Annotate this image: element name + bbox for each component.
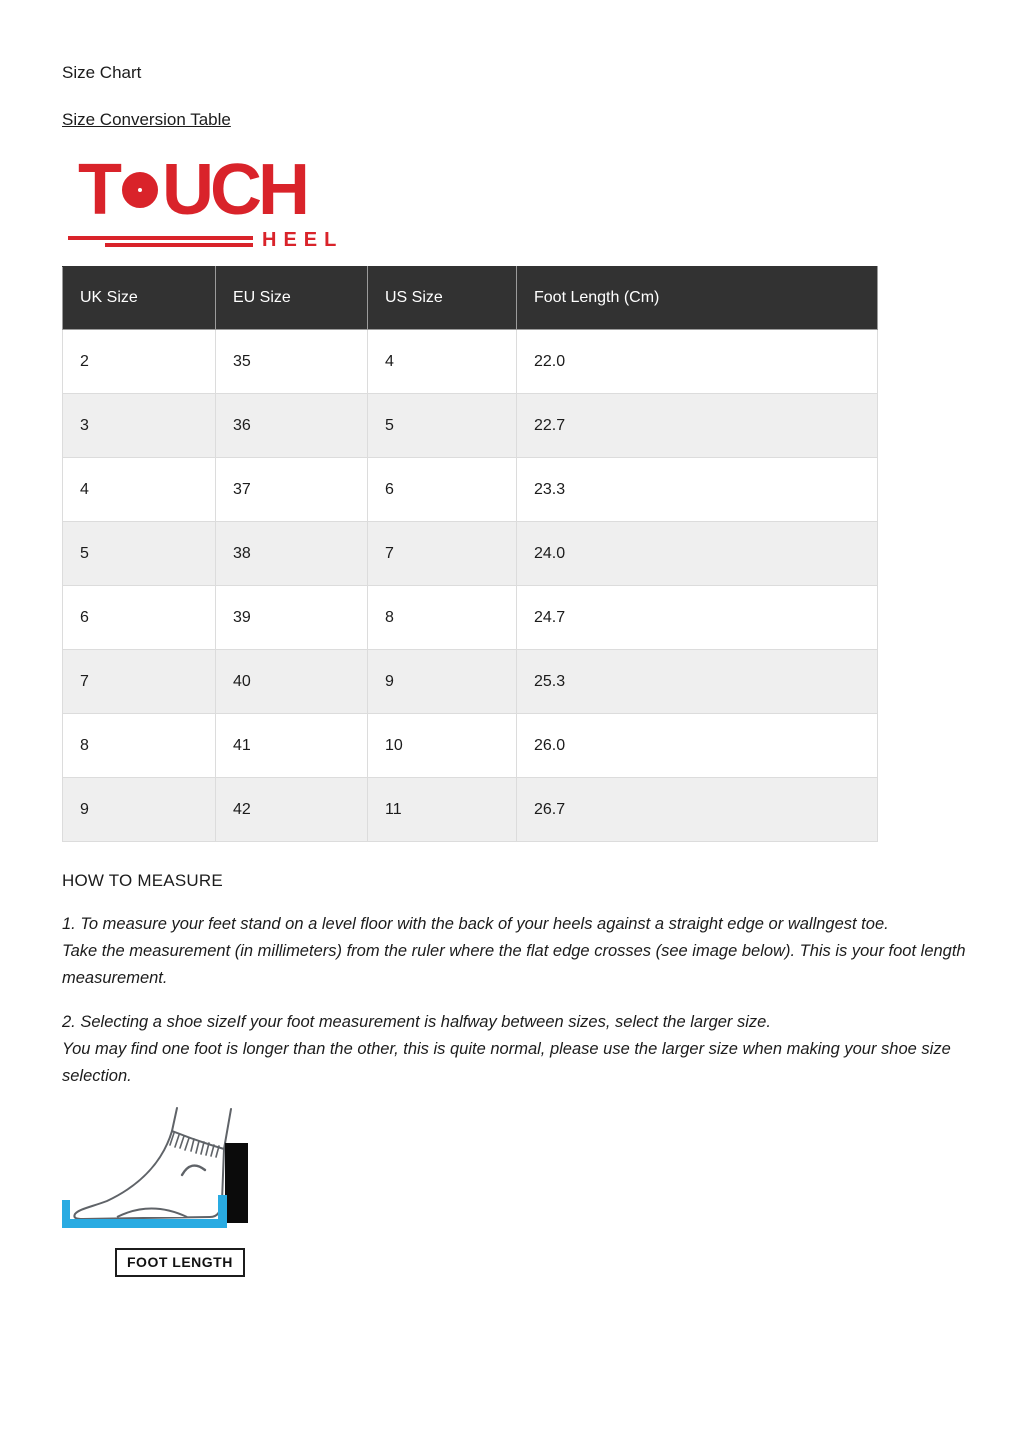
step2-line1: 2. Selecting a shoe sizeIf your foot measurement is halfway between sizes, select the larger size. [62, 1013, 771, 1031]
cell-footlength: 22.7 [517, 394, 878, 458]
cell-uk: 3 [63, 394, 216, 458]
cell-us: 9 [368, 650, 517, 714]
measure-step-2 [62, 1009, 1000, 1090]
cell-us: 4 [368, 330, 517, 394]
foot-length-label-box [115, 1248, 245, 1277]
cell-eu: 42 [216, 778, 368, 842]
table-header-row [63, 267, 878, 330]
cell-eu: 39 [216, 586, 368, 650]
cell-uk: 7 [63, 650, 216, 714]
cell-uk: 5 [63, 522, 216, 586]
cell-footlength: 22.0 [517, 330, 878, 394]
table-row [63, 714, 878, 778]
cell-us: 7 [368, 522, 517, 586]
cell-uk: 9 [63, 778, 216, 842]
cell-us: 6 [368, 458, 517, 522]
cell-footlength: 25.3 [517, 650, 878, 714]
cell-footlength: 26.0 [517, 714, 878, 778]
foot-length-label: FOOT LENGTH [127, 1254, 233, 1270]
cell-eu: 38 [216, 522, 368, 586]
col-header-us-size: US Size [368, 267, 517, 330]
logo-letters-uch: UCH [161, 150, 306, 230]
logo-wordmark [78, 150, 348, 230]
size-conversion-table [62, 266, 878, 842]
table-row [63, 650, 878, 714]
cell-eu: 36 [216, 394, 368, 458]
table-row [63, 586, 878, 650]
table-row [63, 778, 878, 842]
cell-eu: 40 [216, 650, 368, 714]
col-header-uk-size: UK Size [63, 267, 216, 330]
col-header-foot-length: Foot Length (Cm) [517, 267, 878, 330]
col-header-eu-size: EU Size [216, 267, 368, 330]
table-row [63, 330, 878, 394]
logo-o-ring-icon [122, 172, 158, 208]
step2-rest: You may find one foot is longer than the other, this is quite normal, please use the larger size when making your shoe size selection. [62, 1040, 951, 1085]
heel-wall-block [225, 1143, 248, 1223]
cell-us: 5 [368, 394, 517, 458]
cell-footlength: 26.7 [517, 778, 878, 842]
cell-us: 11 [368, 778, 517, 842]
step1-rest: Take the measurement (in millimeters) from the ruler where the flat edge crosses (see image below). This is your foot length measurement. [62, 942, 966, 987]
cell-eu: 35 [216, 330, 368, 394]
cell-footlength: 24.7 [517, 586, 878, 650]
logo-letter-t: T [78, 150, 118, 230]
cell-footlength: 24.0 [517, 522, 878, 586]
cell-uk: 8 [63, 714, 216, 778]
step1-line1: 1. To measure your feet stand on a level floor with the back of your heels against a straight edge or wallngest toe. [62, 915, 889, 933]
logo-rule-bottom [105, 243, 253, 247]
measure-step-1 [62, 911, 1000, 992]
cell-footlength: 23.3 [517, 458, 878, 522]
table-row [63, 458, 878, 522]
cell-eu: 37 [216, 458, 368, 522]
touch-heel-logo [78, 150, 348, 253]
size-conversion-table-link[interactable]: Size Conversion Table [62, 110, 231, 129]
logo-underline [78, 229, 348, 253]
how-to-measure-heading: HOW TO MEASURE [62, 871, 223, 890]
cell-uk: 2 [63, 330, 216, 394]
logo-rule-top [68, 236, 253, 240]
cell-uk: 6 [63, 586, 216, 650]
cell-us: 10 [368, 714, 517, 778]
table-row [63, 394, 878, 458]
cell-eu: 41 [216, 714, 368, 778]
table-row [63, 522, 878, 586]
foot-illustration-icon [55, 1105, 255, 1241]
cell-us: 8 [368, 586, 517, 650]
cell-uk: 4 [63, 458, 216, 522]
page-title: Size Chart [62, 63, 142, 82]
logo-heel-text: HEEL [262, 229, 344, 251]
foot-measure-diagram [55, 1105, 275, 1277]
